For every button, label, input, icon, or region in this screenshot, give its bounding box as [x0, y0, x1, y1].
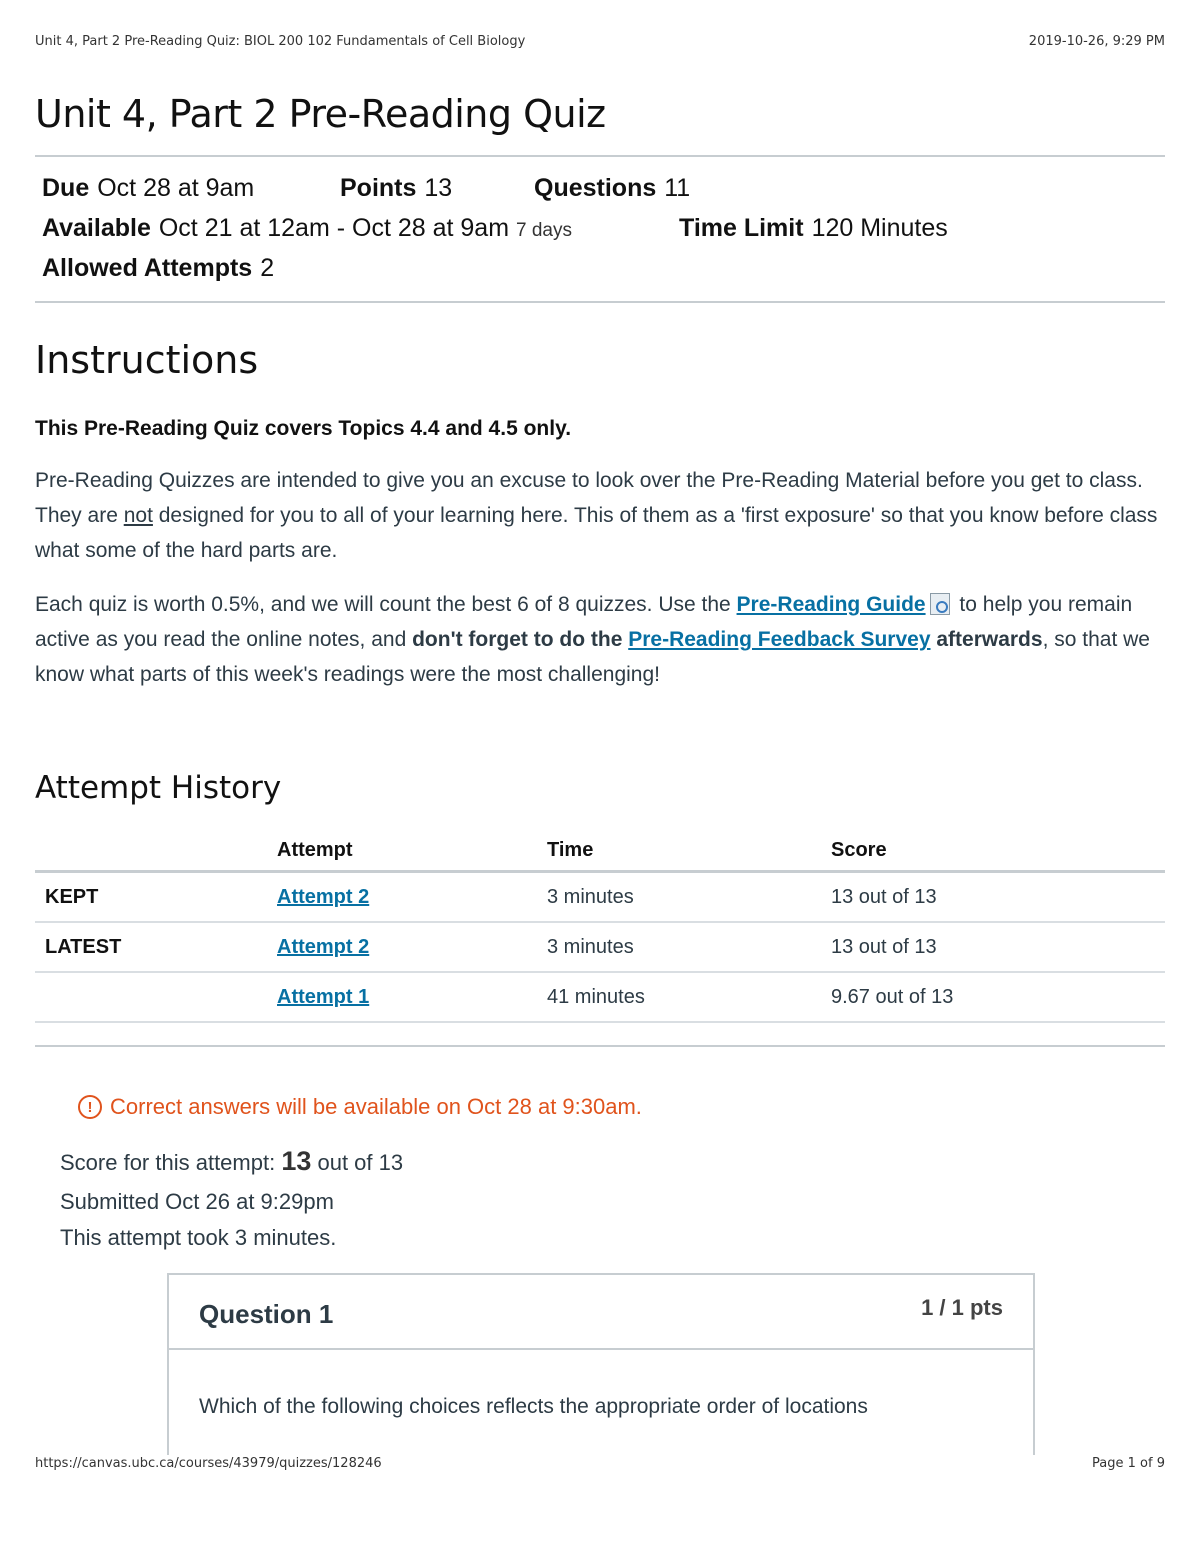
table-header-row	[35, 830, 1165, 872]
instructions-paragraph-2: Each quiz is worth 0.5%, and we will count the best 6 of 8 quizzes. Use the Pre-Reading Guide to help you remain active as you read the online notes, and don't forget to do the Pre-Reading Feedback Survey afterwards, so that we know what parts of this week's readings were the most challenging!	[35, 593, 1150, 686]
column-header: Time	[547, 830, 831, 872]
table-row	[35, 972, 1165, 1022]
warning-icon: !	[78, 1095, 102, 1119]
print-footer-url: https://canvas.ubc.ca/courses/43979/quizzes/128246	[35, 1456, 382, 1471]
print-footer	[35, 1456, 1165, 1471]
table-row	[35, 872, 1165, 923]
question-text: Which of the following choices reflects the appropriate order of locations	[199, 1395, 868, 1418]
divider	[35, 301, 1165, 303]
topics-note: This Pre-Reading Quiz covers Topics 4.4 and 4.5 only.	[35, 417, 572, 440]
page-title: Unit 4, Part 2 Pre-Reading Quiz	[35, 92, 606, 136]
divider	[35, 155, 1165, 157]
attempt-score: 13 out of 13	[831, 922, 1165, 972]
column-header: Score	[831, 830, 1165, 872]
feedback-survey-link[interactable]: Pre-Reading Feedback Survey	[628, 628, 931, 651]
attempt-link[interactable]: Attempt 1	[277, 985, 370, 1008]
column-header	[35, 830, 277, 872]
print-header-title: Unit 4, Part 2 Pre-Reading Quiz: BIOL 200 102 Fundamentals of Cell Biology	[35, 34, 526, 49]
attempt-score: 13 out of 13	[831, 872, 1165, 923]
table-row	[35, 922, 1165, 972]
time-limit-field: Time Limit 120 Minutes	[679, 214, 948, 242]
due-field: Due Oct 28 at 9am	[42, 174, 255, 202]
meta-row-1	[42, 174, 254, 203]
question-points: 1 / 1 pts	[921, 1295, 1003, 1320]
attempt-score-summary: Score for this attempt: 13 out of 13	[60, 1146, 404, 1176]
attempt-time: 3 minutes	[547, 872, 831, 923]
attempt-score-value: 13	[281, 1146, 312, 1176]
attempt-duration: This attempt took 3 minutes.	[60, 1225, 337, 1250]
page-number: Page 1 of 9	[1092, 1456, 1165, 1471]
attempt-link[interactable]: Attempt 2	[277, 935, 370, 958]
instructions-paragraph-1: Pre-Reading Quizzes are intended to give you an excuse to look over the Pre-Reading Material before you get to class. They are not designed for you to all of your learning here. This of them as a 'first exposure' so that you know before class what some of the hard parts are.	[35, 469, 1158, 562]
question-header	[169, 1275, 1033, 1350]
instructions-heading: Instructions	[35, 338, 259, 382]
question-card	[167, 1273, 1035, 1455]
document-preview-icon[interactable]	[930, 593, 950, 615]
submitted-time: Submitted Oct 26 at 9:29pm	[60, 1189, 334, 1214]
divider	[35, 1045, 1165, 1047]
points-field: Points 13	[340, 174, 453, 202]
attempt-time: 41 minutes	[547, 972, 831, 1022]
available-field: Available Oct 21 at 12am - Oct 28 at 9am 7 days	[42, 214, 572, 242]
attempt-status	[35, 972, 277, 1022]
attempt-status: LATEST	[35, 922, 277, 972]
pre-reading-guide-link[interactable]: Pre-Reading Guide	[736, 593, 926, 616]
attempt-link[interactable]: Attempt 2	[277, 885, 370, 908]
allowed-attempts-field: Allowed Attempts 2	[42, 254, 275, 282]
attempt-history-heading: Attempt History	[35, 770, 282, 806]
question-title: Question 1	[199, 1299, 334, 1329]
column-header: Attempt	[277, 830, 547, 872]
attempt-status: KEPT	[35, 872, 277, 923]
attempt-time: 3 minutes	[547, 922, 831, 972]
print-header	[35, 34, 1165, 49]
notice-text: Correct answers will be available on Oct 28 at 9:30am.	[110, 1094, 642, 1119]
print-header-date: 2019-10-26, 9:29 PM	[1028, 34, 1165, 49]
questions-field: Questions 11	[534, 174, 691, 202]
attempt-score: 9.67 out of 13	[831, 972, 1165, 1022]
attempt-history-table	[35, 830, 1165, 1023]
available-duration: 7 days	[515, 220, 572, 241]
correct-answers-notice	[78, 1094, 642, 1120]
